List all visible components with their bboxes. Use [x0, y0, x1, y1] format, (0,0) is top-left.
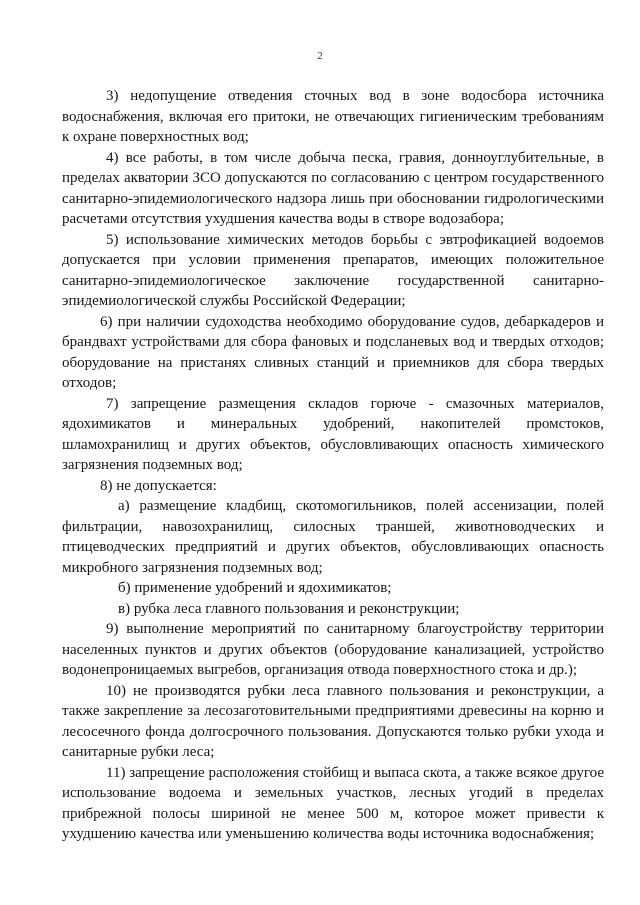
paragraph-item-7: 7) запрещение размещения складов горюче - смазочных материалов, ядохимикатов и минеральных удобрений, накопителей промстоков, шламохранилищ и других объектов, обусловливающих опасность химического загрязнения подземных вод;	[62, 395, 604, 473]
paragraph-item-10: 10) не производятся рубки леса главного пользования и реконструкции, а также закрепление за лесозаготовительными предприятиями древесины на корню и лесосечного фонда долгосрочного пользования. Допускаются только рубки ухода и санитарные рубки леса;	[62, 682, 604, 760]
paragraph-item-4: 4) все работы, в том числе добыча песка, гравия, донноуглубительные, в пределах акватории ЗСО допускаются по согласованию с центром государственного санитарно-эпидемиологического надзора лишь при обосновании гидрологическими расчетами отсутствия ухудшения качества воды в створе водозабора;	[62, 149, 604, 227]
subparagraph-b: б) применение удобрений и ядохимикатов;	[118, 580, 392, 596]
document-body	[62, 86, 604, 845]
paragraph-item-8: 8) не допускается:	[100, 477, 217, 494]
paragraph-item-5: 5) использование химических методов борьбы с эвтрофикацией водоемов допускается при условии применения препаратов, имеющих положительное санитарно-эпидемиологическое заключение государственной санитарно-эпидемиологической службы Российской Федерации;	[62, 231, 604, 309]
paragraph-item-6: 6) при наличии судоходства необходимо оборудование судов, дебаркадеров и брандвахт устройствами для сбора фановых и подсланевых вод и твердых отходов; оборудование на пристанях сливных станций и приемников для сбора твердых отходов;	[62, 313, 604, 391]
paragraph-item-3: 3) недопущение отведения сточных вод в зоне водосбора источника водоснабжения, включая его притоки, не отвечающих гигиеническим требованиям к охране поверхностных вод;	[62, 88, 604, 145]
paragraph-item-11: 11) запрещение расположения стойбищ и выпаса скота, а также всякое другое использование водоема и земельных участков, лесных угодий в пределах прибрежной полосы шириной не менее 500 м, которое может привести к ухудшению качества или уменьшению количества воды источника водоснабжения;	[62, 764, 604, 842]
subparagraph-a: а) размещение кладбищ, скотомогильников, полей ассенизации, полей фильтрации, навозохранилищ, силосных траншей, животноводческих и птицеводческих предприятий и других объектов, обусловливающих опасность микробного загрязнения подземных вод;	[62, 498, 604, 576]
paragraph-item-9: 9) выполнение мероприятий по санитарному благоустройству территории населенных пунктов и других объектов (оборудование канализацией, устройство водонепроницаемых выгребов, организация отвода поверхностного стока и др.);	[62, 621, 604, 678]
subparagraph-v: в) рубка леса главного пользования и реконструкции;	[118, 600, 460, 617]
page-number: 2	[317, 50, 323, 62]
